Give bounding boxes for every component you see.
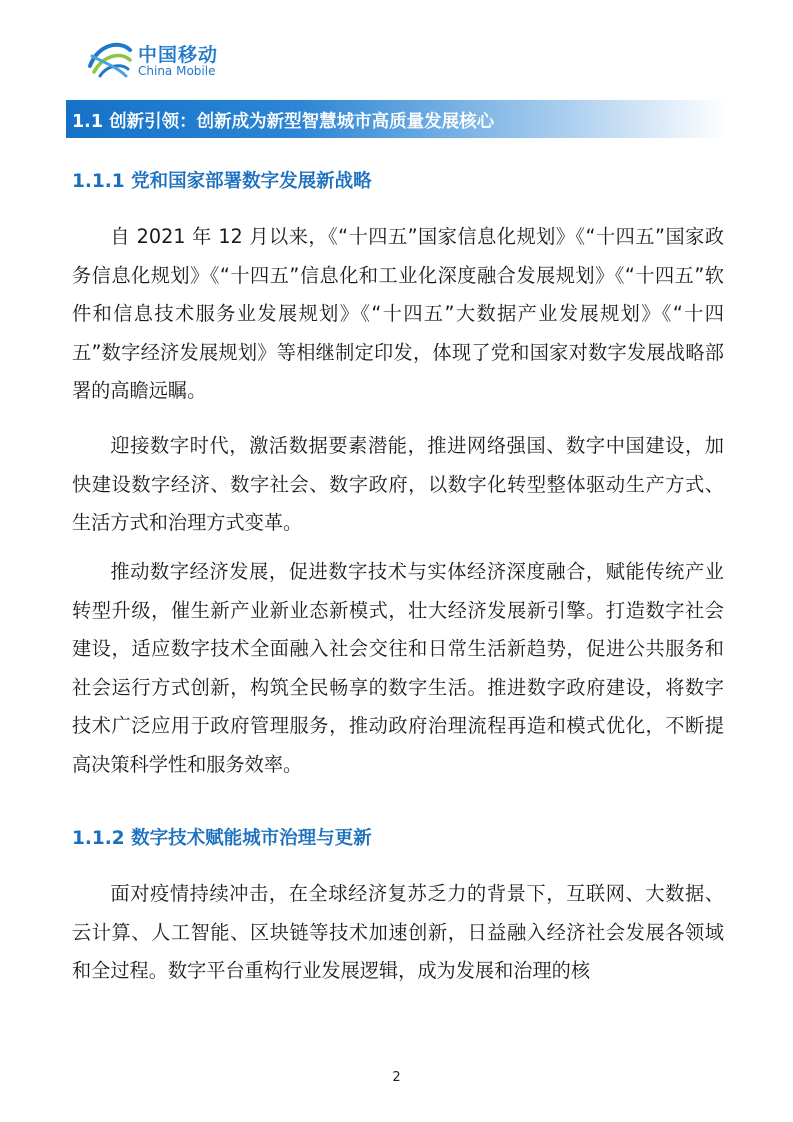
section-header-bar [66, 100, 728, 138]
section-title: 1.1 创新引领：创新成为新型智慧城市高质量发展核心 [72, 112, 495, 132]
logo-text-en: China Mobile [138, 64, 216, 78]
paragraph: 面对疫情持续冲击，在全球经济复苏乏力的背景下，互联网、大数据、云计算、人工智能、区块链等技术加速创新，日益融入经济社会发展各领域和全过程。数字平台重构行业发展逻辑，成为发展和治理的核 [72, 882, 724, 982]
china-mobile-logo [86, 34, 246, 84]
logo-text-cn: 中国移动 [138, 44, 219, 66]
paragraph: 自 2021 年 12 月以来，《“十四五”国家信息化规划》《“十四五”国家政务信息化规划》《“十四五”信息化和工业化深度融合发展规划》《“十四五”软件和信息技术服务业发展规划》《“十四五”大数据产业发展规划》《“十四五”数字经济发展规划》等相继制定印发，体现了党和国家对数字发展战略部署的高瞻远瞩。 [72, 225, 724, 402]
paragraph: 推动数字经济发展，促进数字技术与实体经济深度融合，赋能传统产业转型升级，催生新产业新业态新模式，壮大经济发展新引擎。打造数字社会建设，适应数字技术全面融入社会交往和日常生活新趋势，促进公共服务和社会运行方式创新，构筑全民畅享的数字生活。推进数字政府建设，将数字技术广泛应用于政府管理服务，推动政府治理流程再造和模式优化，不断提高决策科学性和服务效率。 [72, 560, 724, 776]
china-mobile-logo-icon [86, 36, 134, 80]
subsection-title: 1.1.2 数字技术赋能城市治理与更新 [72, 828, 372, 849]
paragraph: 迎接数字时代，激活数据要素潜能，推进网络强国、数字中国建设，加快建设数字经济、数字社会、数字政府，以数字化转型整体驱动生产方式、生活方式和治理方式变革。 [72, 434, 724, 534]
subsection-title: 1.1.1 党和国家部署数字发展新战略 [72, 171, 372, 192]
page-number: 2 [392, 1070, 401, 1085]
